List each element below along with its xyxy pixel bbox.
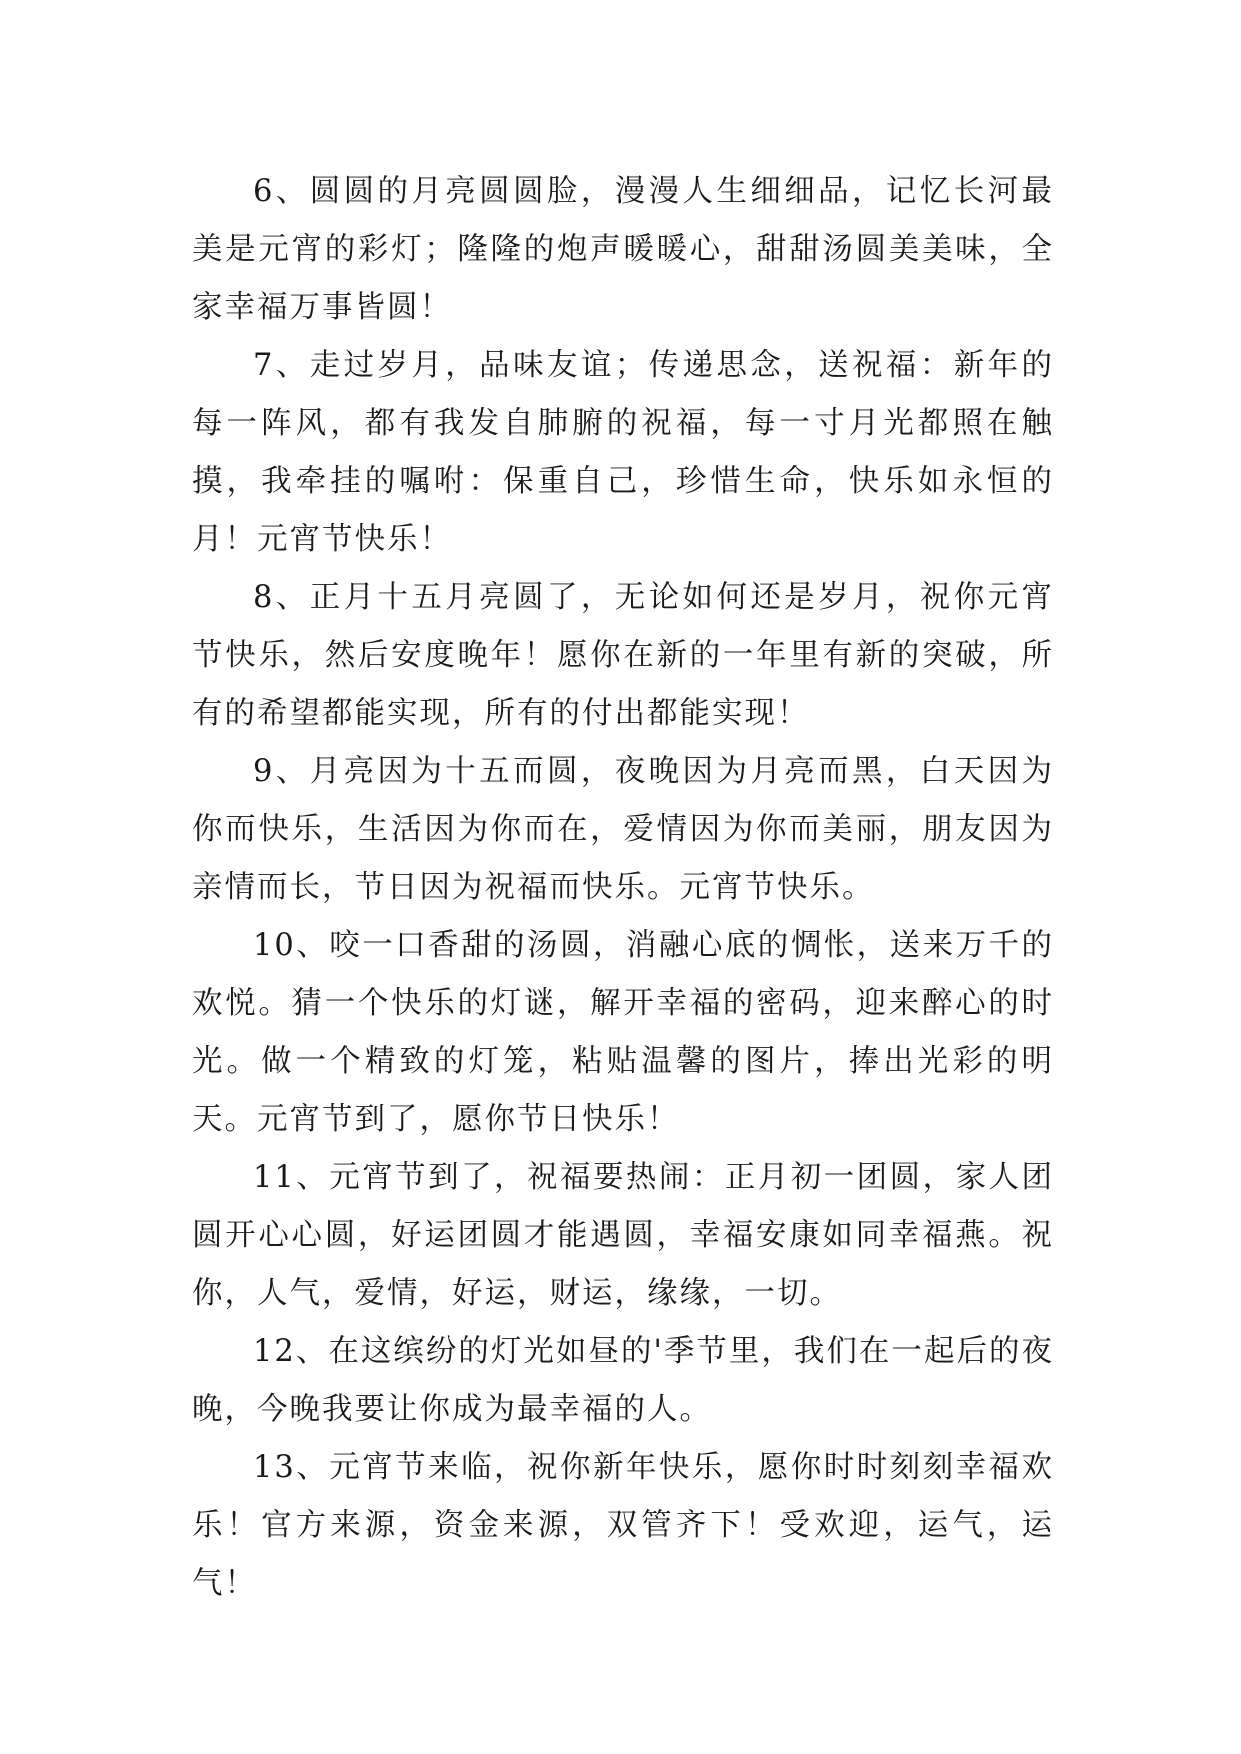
paragraph-7: 7、走过岁月，品味友谊；传递思念，送祝福：新年的每一阵风，都有我发自肺腑的祝福，每一寸月光都照在触摸，我牵挂的嘱咐：保重自己，珍惜生命，快乐如永恒的月！元宵节快乐！ — [192, 348, 1054, 557]
paragraph-11: 11、元宵节到了，祝福要热闹：正月初一团圆，家人团圆开心心圆，好运团圆才能遇圆，幸福安康如同幸福燕。祝你，人气，爱情，好运，财运，缘缘，一切。 — [192, 1160, 1054, 1311]
paragraph-8: 8、正月十五月亮圆了，无论如何还是岁月，祝你元宵节快乐，然后安度晚年！愿你在新的一年里有新的突破，所有的希望都能实现，所有的付出都能实现！ — [192, 580, 1054, 731]
paragraph-6: 6、圆圆的月亮圆圆脸，漫漫人生细细品，记忆长河最美是元宵的彩灯；隆隆的炮声暖暖心，甜甜汤圆美美味，全家幸福万事皆圆！ — [192, 174, 1054, 325]
paragraph-9: 9、月亮因为十五而圆，夜晚因为月亮而黑，白天因为你而快乐，生活因为你而在，爱情因为你而美丽，朋友因为亲情而长，节日因为祝福而快乐。元宵节快乐。 — [192, 754, 1054, 905]
paragraph-13: 13、元宵节来临，祝你新年快乐，愿你时时刻刻幸福欢乐！官方来源，资金来源，双管齐下！受欢迎，运气，运气！ — [192, 1450, 1054, 1601]
paragraph-12: 12、在这缤纷的灯光如昼的'季节里，我们在一起后的夜晚，今晚我要让你成为最幸福的人。 — [192, 1334, 1054, 1427]
paragraph-10: 10、咬一口香甜的汤圆，消融心底的惆怅，送来万千的欢悦。猜一个快乐的灯谜，解开幸福的密码，迎来醉心的时光。做一个精致的灯笼，粘贴温馨的图片，捧出光彩的明天。元宵节到了，愿你节日快乐！ — [192, 928, 1054, 1137]
document-body — [192, 163, 1054, 1613]
